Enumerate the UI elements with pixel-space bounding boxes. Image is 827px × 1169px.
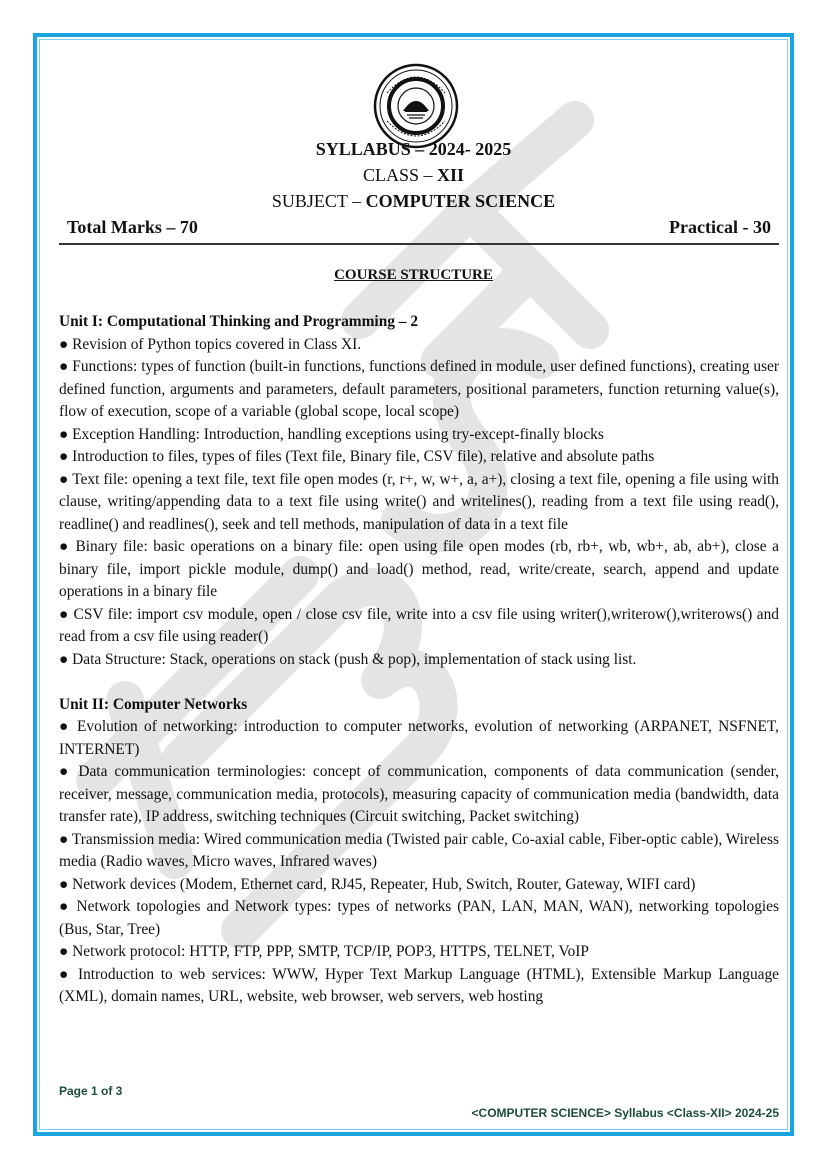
total-marks: Total Marks – 70 <box>67 217 198 237</box>
subject-value: COMPUTER SCIENCE <box>365 191 556 211</box>
list-item: ● Introduction to web services: WWW, Hyper Text Markup Language (HTML), Extensible Markup Language (XML), domain names, URL, website, web browser, web servers, web hosting <box>59 965 779 1005</box>
list-item: ● Network devices (Modem, Ethernet card, RJ45, Repeater, Hub, Switch, Router, Gateway, WIFI card) <box>59 875 696 893</box>
unit-1 <box>59 311 779 671</box>
list-item: ● Data Structure: Stack, operations on stack (push & pop), implementation of stack using list. <box>59 650 637 668</box>
marks-row <box>59 217 779 245</box>
course-structure-heading: COURSE STRUCTURE <box>334 267 493 283</box>
board-seal-icon <box>373 63 459 149</box>
unit-2 <box>59 694 779 1009</box>
list-item: ● Revision of Python topics covered in Class XI. <box>59 335 362 353</box>
footer-reference: <COMPUTER SCIENCE> Syllabus <Class-XII> 2024-25 <box>471 1106 779 1120</box>
subject-label: SUBJECT – <box>271 191 366 211</box>
list-item: ● Functions: types of function (built-in functions, functions defined in module, user defined functions), creating user defined function, arguments and parameters, default parameters, positional parameters, function returning value(s), flow of execution, scope of a variable (global scope, local scope) <box>59 358 779 420</box>
practical-marks: Practical - 30 <box>669 217 771 237</box>
list-item: ● CSV file: import csv module, open / close csv file, write into a csv file using writer(),writerow(),writerows() and read from a csv file using reader() <box>59 605 779 645</box>
unit-title: Unit I: Computational Thinking and Programming – 2 <box>59 313 419 330</box>
subject-line <box>0 191 827 212</box>
syllabus-body <box>59 311 779 1009</box>
list-item: ● Data communication terminologies: concept of communication, components of data communication (sender, receiver, message, communication media, protocols), measuring capacity of communication media (bandwidth, data transfer rate), IP address, switching techniques (Circuit switching, Packet switching) <box>59 763 779 825</box>
section-gap <box>59 671 779 694</box>
unit-title: Unit II: Computer Networks <box>59 695 248 713</box>
list-item: ● Network topologies and Network types: types of networks (PAN, LAN, MAN, WAN), networking topologies (Bus, Star, Tree) <box>59 898 779 938</box>
class-value: XII <box>437 165 465 185</box>
class-label: CLASS – <box>362 165 437 185</box>
list-item: ● Evolution of networking: introduction to computer networks, evolution of networking (ARPANET, NSFNET, INTERNET) <box>59 718 779 758</box>
list-item: ● Text file: opening a text file, text file open modes (r, r+, w, w+, a, a+), closing a text file, opening a file using with clause, writing/appending data to a text file using write() and writelines(), reading from a text file using read(), readline() and readlines(), seek and tell methods, manipulation of data in a text file <box>59 470 779 533</box>
list-item: ● Introduction to files, types of files (Text file, Binary file, CSV file), relative and absolute paths <box>59 448 655 465</box>
page-number: Page 1 of 3 <box>59 1084 123 1098</box>
list-item: ● Network protocol: HTTP, FTP, PPP, SMTP, TCP/IP, POP3, HTTPS, TELNET, VoIP <box>59 943 589 960</box>
class-line <box>0 165 827 186</box>
list-item: ● Binary file: basic operations on a binary file: open using file open modes (rb, rb+, wb, wb+, ab, ab+), close a binary file, import pickle module, dump() and load() method, read, write/create, search, append and update operations in a binary file <box>59 538 779 600</box>
list-item: ● Transmission media: Wired communication media (Twisted pair cable, Co-axial cable, Fiber-optic cable), Wireless media (Radio waves, Micro waves, Infrared waves) <box>59 830 779 870</box>
list-item: ● Exception Handling: Introduction, handling exceptions using try-except-finally blocks <box>59 425 604 443</box>
syllabus-title: SYLLABUS – 2024- 2025 <box>315 139 512 159</box>
